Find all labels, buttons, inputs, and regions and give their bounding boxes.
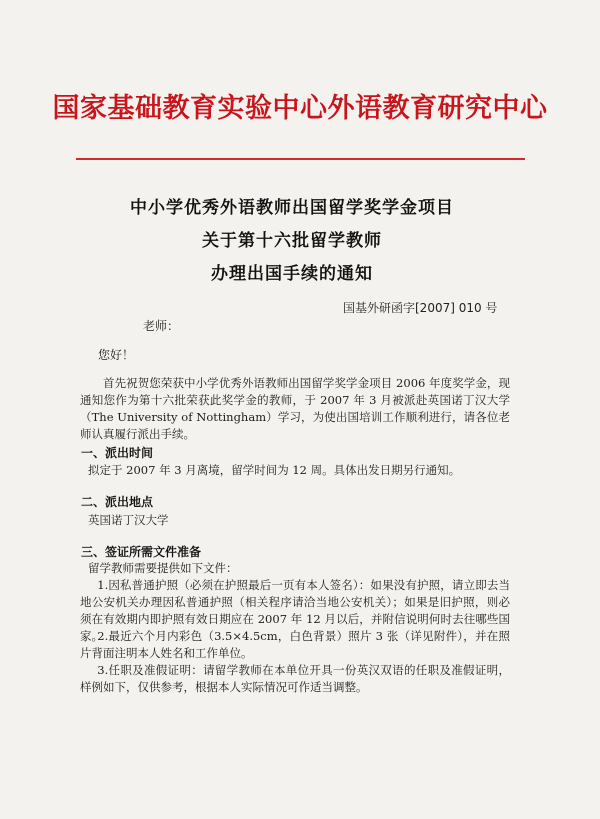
list-item-certificate: 3.任职及准假证明：请留学教师在本单位开具一份英汉双语的任职及准假证明，样例如下，仅供参考，根据本人实际情况可作适当调整。 <box>80 663 510 694</box>
letterhead: 国家基础教育实验中心外语教育研究中心 <box>52 93 548 124</box>
section-heading-visa: 三、签证所需文件准备 <box>81 545 202 559</box>
section-text-visa: 留学教师需要提供如下文件： <box>88 561 238 575</box>
section-heading-time: 一、派出时间 <box>81 446 154 460</box>
intro-paragraph: 首先祝贺您荣获中小学优秀外语教师出国留学奖学金项目 2006 年度奖学金，现通知您作为第十六批荣获此奖学金的教师，于 2007 年 3 月被派赴英国诺丁汉大学（The University of Nottingham）学习，为使出国培训工作顺利进行，请各位老师认真履行派出手续。 <box>80 376 510 441</box>
section-text-time: 拟定于 2007 年 3 月离境，留学时间为 12 周。具体出发日期另行通知。 <box>88 463 461 477</box>
list-item-photo: 2.最近六个月内彩色（3.5×4.5cm，白色背景）照片 3 张（详见附件），并在照片背面注明本人姓名和工作单位。 <box>80 629 510 660</box>
section-heading-place: 二、派出地点 <box>81 495 154 509</box>
title-line-2: 关于第十六批留学教师 <box>202 231 382 251</box>
title-line-3: 办理出国手续的通知 <box>211 264 373 284</box>
section-text-place: 英国诺丁汉大学 <box>88 513 169 527</box>
letterhead-rule <box>76 158 525 160</box>
title-line-1: 中小学优秀外语教师出国留学奖学金项目 <box>130 198 454 218</box>
document-number: 国基外研函字[2007] 010 号 <box>343 301 498 315</box>
greeting: 您好！ <box>98 348 135 362</box>
list-item-passport: 1.因私普通护照（必须在护照最后一页有本人签名）：如果没有护照，请立即去当地公安机关办理因私普通护照（相关程序请洽当地公安机关）；如果是旧护照，则必须在有效期内即护照有效日期应在 2007 年 12 月以后，并附信说明何时去往哪些国家。 <box>80 578 510 643</box>
salutation: 老师： <box>143 319 180 333</box>
